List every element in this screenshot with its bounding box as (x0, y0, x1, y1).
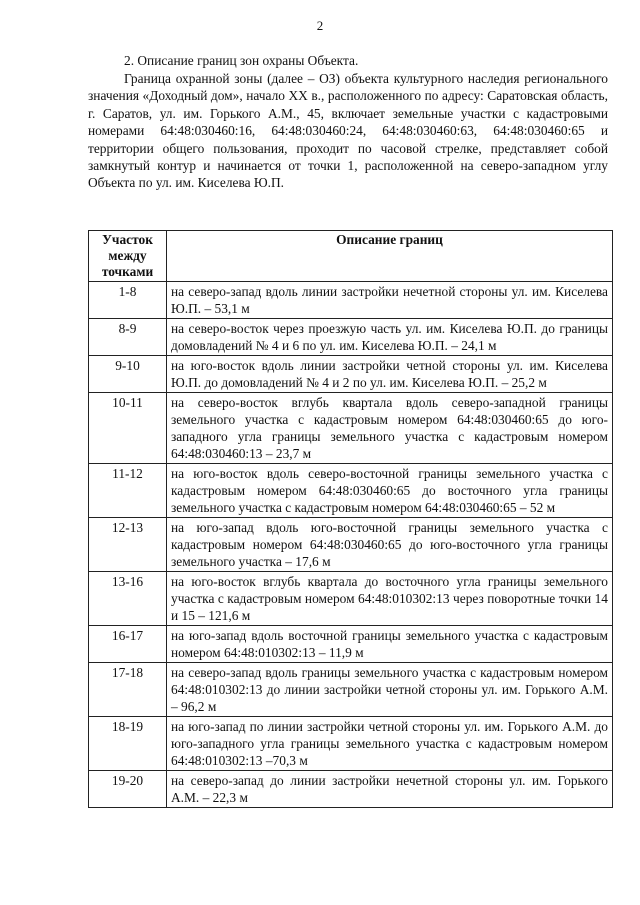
header-segment: Участок между точками (89, 231, 167, 282)
row-segment: 16-17 (89, 626, 167, 663)
table-row (89, 663, 613, 717)
table-row (89, 282, 613, 319)
page-number: 2 (316, 18, 324, 33)
row-description: на юго-восток вглубь квартала до восточного угла границы земельного участка с кадастровым номером 64:48:010302:13 через поворотные точки 14 и 15 – 121,6 м (167, 572, 613, 626)
row-segment: 11-12 (89, 464, 167, 518)
section-heading: 2. Описание границ зон охраны Объекта. (124, 53, 359, 68)
table-row (89, 771, 613, 808)
row-description: на северо-восток вглубь квартала вдоль северо-западной границы земельного участка с кадастровым номером 64:48:030460:65 до юго-западного угла границы земельного участка с кадастровым номером 64:48:030460:13 – 23,7 м (167, 393, 613, 464)
row-segment: 13-16 (89, 572, 167, 626)
row-segment: 12-13 (89, 518, 167, 572)
row-description: на юго-запад по линии застройки четной стороны ул. им. Горького А.М. до юго-западного угла границы земельного участка с кадастровым номером 64:48:010302:13 –70,3 м (167, 717, 613, 771)
row-description: на северо-запад до линии застройки нечетной стороны ул. им. Горького А.М. – 22,3 м (167, 771, 613, 808)
row-description: на юго-запад вдоль восточной границы земельного участка с кадастровым номером 64:48:010302:13 – 11,9 м (167, 626, 613, 663)
header-description: Описание границ (167, 231, 613, 282)
intro-paragraph: Граница охранной зоны (далее – ОЗ) объекта культурного наследия регионального значения «Доходный дом», начало XX в., расположенного по адресу: Саратовская область, г. Саратов, ул. им. Горького А.М., 45, включает земельные участки с кадастровыми номерами 64:48:030460:16, 64:48:030460:24, 64:48:030460:63, 64:48:030460:65 и территории общего пользования, проходит по часовой стрелке, представляет собой замкнутый контур и начинается от точки 1, расположенной на северо-западном углу Объекта по ул. им. Киселева Ю.П. (88, 71, 608, 191)
row-description: на северо-запад вдоль границы земельного участка с кадастровым номером 64:48:010302:13 до линии застройки четной стороны ул. им. Горького А.М. – 96,2 м (167, 663, 613, 717)
table-row (89, 518, 613, 572)
row-segment: 9-10 (89, 356, 167, 393)
row-segment: 10-11 (89, 393, 167, 464)
row-description: на северо-запад вдоль линии застройки нечетной стороны ул. им. Киселева Ю.П. – 53,1 м (167, 282, 613, 319)
table-row (89, 626, 613, 663)
row-segment: 18-19 (89, 717, 167, 771)
table-row (89, 393, 613, 464)
row-description: на северо-восток через проезжую часть ул. им. Киселева Ю.П. до границы домовладений № 4 и 6 по ул. им. Киселева Ю.П. – 24,1 м (167, 319, 613, 356)
table-row (89, 572, 613, 626)
boundary-table (88, 230, 613, 808)
table-header-row (89, 231, 613, 282)
table-row (89, 464, 613, 518)
row-description: на юго-запад вдоль юго-восточной границы земельного участка с кадастровым номером 64:48:030460:65 до юго-восточного угла границы земельного участка – 17,6 м (167, 518, 613, 572)
row-segment: 19-20 (89, 771, 167, 808)
table-row (89, 356, 613, 393)
row-description: на юго-восток вдоль северо-восточной границы земельного участка с кадастровым номером 64:48:030460:65 до восточного угла границы земельного участка с кадастровым номером 64:48:030460:65 – 52 м (167, 464, 613, 518)
table-row (89, 319, 613, 356)
row-segment: 8-9 (89, 319, 167, 356)
row-segment: 17-18 (89, 663, 167, 717)
row-segment: 1-8 (89, 282, 167, 319)
row-description: на юго-восток вдоль линии застройки четной стороны ул. им. Киселева Ю.П. до домовладений № 4 и 2 по ул. им. Киселева Ю.П. – 25,2 м (167, 356, 613, 393)
table-row (89, 717, 613, 771)
